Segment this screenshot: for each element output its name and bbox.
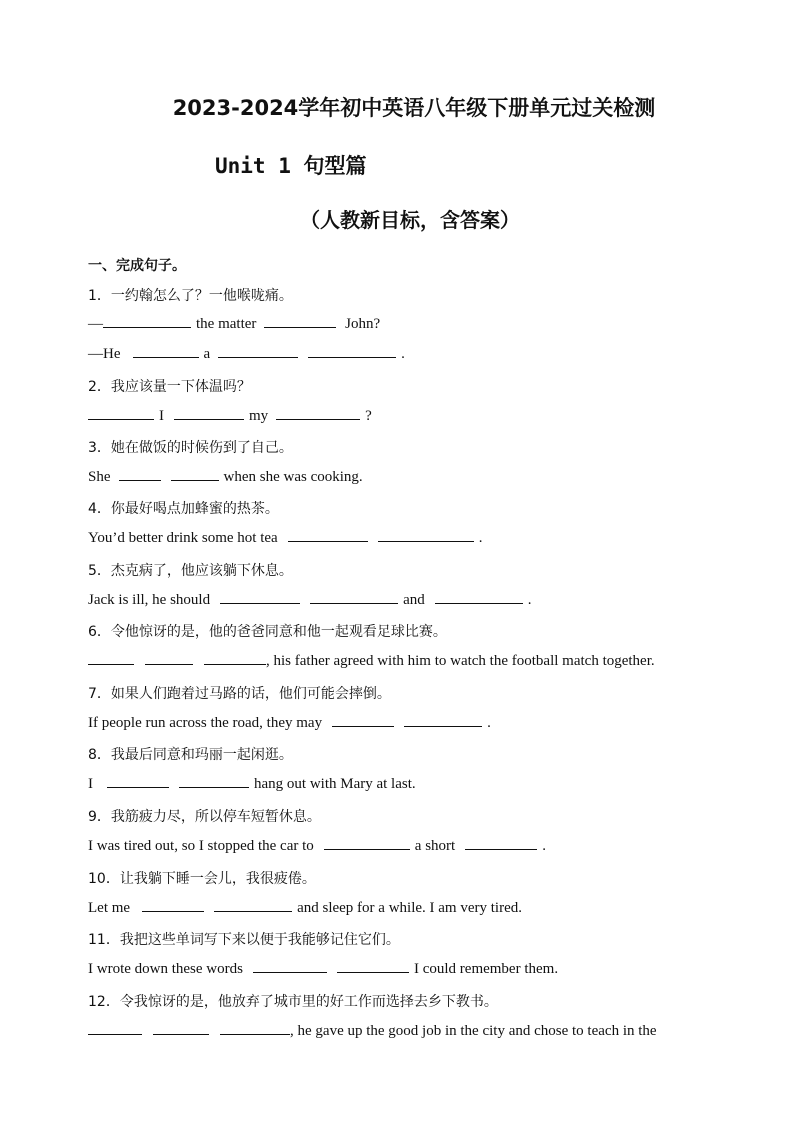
question-10: 10．让我躺下睡一会儿，我很疲倦。 bbox=[88, 871, 316, 887]
blank[interactable] bbox=[107, 775, 169, 788]
blank[interactable] bbox=[142, 899, 204, 912]
blank[interactable] bbox=[324, 837, 410, 850]
blank[interactable] bbox=[103, 315, 191, 328]
answer-line-9: I was tired out, so I stopped the car to a short . bbox=[88, 838, 546, 854]
answer-line-1b: —He a . bbox=[88, 346, 405, 362]
question-4: 4．你最好喝点加蜂蜜的热茶。 bbox=[88, 501, 279, 517]
blank[interactable] bbox=[174, 407, 244, 420]
blank[interactable] bbox=[171, 468, 219, 481]
question-7: 7．如果人们跑着过马路的话，他们可能会摔倒。 bbox=[88, 686, 391, 702]
blank[interactable] bbox=[214, 899, 292, 912]
blank[interactable] bbox=[220, 591, 300, 604]
section-heading: 一、完成句子。 bbox=[88, 258, 186, 274]
blank[interactable] bbox=[218, 345, 298, 358]
blank[interactable] bbox=[378, 529, 474, 542]
answer-line-2: I my ? bbox=[88, 407, 372, 425]
blank[interactable] bbox=[153, 1022, 209, 1035]
blank[interactable] bbox=[179, 775, 249, 788]
answer-line-3: She when she was cooking. bbox=[88, 469, 363, 485]
question-12: 12．令我惊讶的是，他放弃了城市里的好工作而选择去乡下教书。 bbox=[88, 994, 498, 1010]
document-title: 2023-2024学年初中英语八年级下册单元过关检测 bbox=[172, 96, 656, 120]
blank[interactable] bbox=[119, 468, 161, 481]
blank[interactable] bbox=[88, 652, 134, 665]
question-6: 6．令他惊讶的是，他的爸爸同意和他一起观看足球比赛。 bbox=[88, 624, 447, 640]
question-3: 3．她在做饭的时候伤到了自己。 bbox=[88, 440, 293, 456]
blank[interactable] bbox=[88, 1022, 142, 1035]
blank[interactable] bbox=[308, 345, 396, 358]
document-subtitle: （人教新目标，含答案） bbox=[300, 208, 520, 232]
blank[interactable] bbox=[145, 652, 193, 665]
blank[interactable] bbox=[337, 960, 409, 973]
unit-title: Unit 1 句型篇 bbox=[215, 154, 367, 178]
answer-line-5: Jack is ill, he should and . bbox=[88, 592, 532, 608]
answer-line-1a: — the matter John? bbox=[88, 316, 381, 332]
blank[interactable] bbox=[435, 591, 523, 604]
blank[interactable] bbox=[220, 1022, 290, 1035]
answer-line-8: I hang out with Mary at last. bbox=[88, 776, 416, 792]
blank[interactable] bbox=[332, 714, 394, 727]
blank[interactable] bbox=[204, 652, 266, 665]
question-11: 11．我把这些单词写下来以便于我能够记住它们。 bbox=[88, 932, 400, 948]
blank[interactable] bbox=[264, 315, 336, 328]
question-8: 8．我最后同意和玛丽一起闲逛。 bbox=[88, 747, 293, 763]
blank[interactable] bbox=[310, 591, 398, 604]
blank[interactable] bbox=[253, 960, 327, 973]
answer-line-11: I wrote down these words I could remember them. bbox=[88, 961, 559, 977]
question-5: 5．杰克病了，他应该躺下休息。 bbox=[88, 563, 293, 579]
answer-line-6: , his father agreed with him to watch the football match together. bbox=[88, 652, 655, 670]
question-1: 1．一约翰怎么了？一他喉咙痛。 bbox=[88, 288, 293, 304]
answer-line-4: You’d better drink some hot tea . bbox=[88, 530, 483, 546]
blank[interactable] bbox=[288, 529, 368, 542]
blank[interactable] bbox=[276, 407, 360, 420]
answer-line-7: If people run across the road, they may . bbox=[88, 715, 491, 731]
answer-line-12: , he gave up the good job in the city and chose to teach in the bbox=[88, 1022, 657, 1040]
answer-line-10: Let me and sleep for a while. I am very tired. bbox=[88, 900, 522, 916]
blank[interactable] bbox=[133, 345, 199, 358]
question-2: 2．我应该量一下体温吗？ bbox=[88, 379, 251, 395]
blank[interactable] bbox=[88, 407, 154, 420]
question-9: 9．我筋疲力尽，所以停车短暂休息。 bbox=[88, 809, 321, 825]
blank[interactable] bbox=[404, 714, 482, 727]
blank[interactable] bbox=[465, 837, 537, 850]
